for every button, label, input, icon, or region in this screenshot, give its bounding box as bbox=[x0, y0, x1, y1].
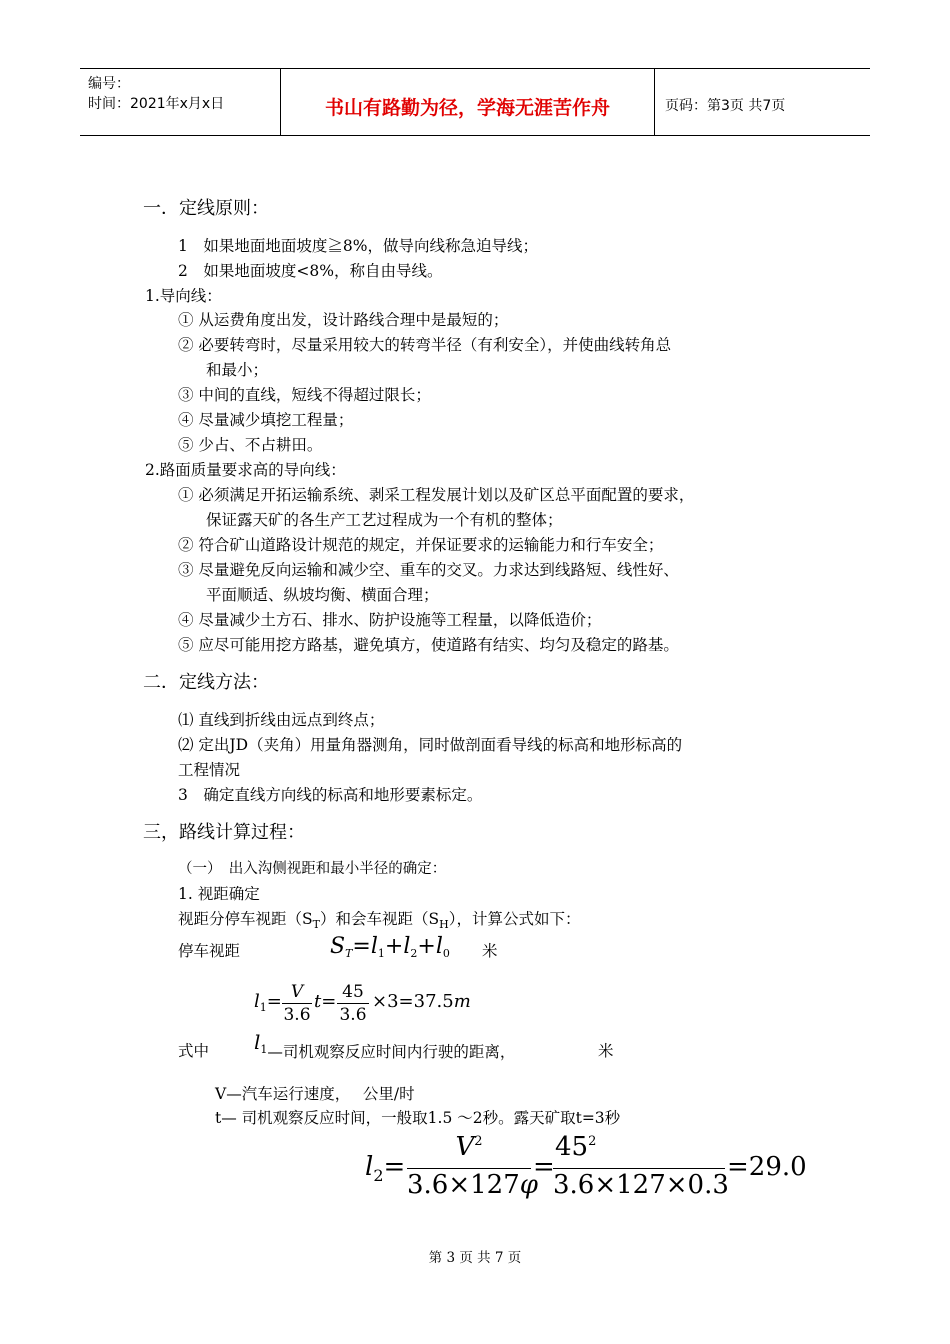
where-definition bbox=[254, 1030, 516, 1061]
formula-part: +l bbox=[417, 934, 443, 959]
section3-title: 三，路线计算过程： bbox=[143, 822, 305, 843]
fraction-denominator: 3.6 bbox=[339, 1005, 367, 1025]
section2-line: 工程情况 bbox=[178, 761, 241, 779]
fraction-denominator: 3.6×127×0.3 bbox=[553, 1170, 729, 1200]
section2-line: 3 确定直线方向线的标高和地形要素标定。 bbox=[178, 786, 483, 804]
item-title: 1. 视距确定 bbox=[178, 885, 260, 903]
guide-title: 1.导向线： bbox=[145, 287, 222, 305]
page-footer: 第 3 页 共 7 页 bbox=[428, 1250, 522, 1266]
stop-distance-label: 停车视距 bbox=[178, 942, 241, 960]
formula-subscript: 2 bbox=[373, 1166, 384, 1185]
formula-l2-result: =29.0 bbox=[727, 1152, 807, 1182]
quality-item: ③ 尽量避免反向运输和减少空、重车的交叉。力求达到线路短、线性好、 bbox=[178, 561, 679, 579]
intro-text: 视距分停车视距（S bbox=[178, 910, 313, 928]
quality-item: 平面顺适、纵坡均衡、横面合理； bbox=[206, 586, 439, 604]
guide-item: ⑤ 少占、不占耕田。 bbox=[178, 436, 323, 454]
formula-subscript: 2 bbox=[410, 947, 418, 960]
formula-symbol: V bbox=[455, 1132, 475, 1162]
header-meta-cell bbox=[80, 69, 281, 135]
formula-part: ×3=37.5 bbox=[372, 991, 454, 1012]
formula-symbol: l bbox=[365, 1152, 374, 1182]
fraction-numerator: V bbox=[290, 982, 304, 1002]
where-text: —司机观察反应时间内行驶的距离， bbox=[267, 1043, 516, 1061]
fraction-denominator: 3.6 bbox=[283, 1005, 311, 1025]
quality-item: ⑤ 应尽可能用挖方路基，避免填方，使道路有结实、均匀及稳定的路基。 bbox=[178, 636, 679, 654]
quality-item: ④ 尽量减少土方石、排水、防护设施等工程量，以降低造价； bbox=[178, 611, 602, 629]
unit-meter: 米 bbox=[482, 942, 498, 960]
formula-symbol: S bbox=[330, 934, 346, 959]
intro-subscript: H bbox=[439, 918, 449, 931]
header-motto-cell bbox=[281, 69, 655, 135]
formula-part: = bbox=[321, 991, 337, 1012]
formula-symbol: l bbox=[254, 991, 260, 1012]
fraction-denominator bbox=[407, 1170, 538, 1200]
unit-meter: 米 bbox=[598, 1042, 614, 1060]
intro-text: ）和会车视距（S bbox=[319, 910, 440, 928]
section2-title: 二．定线方法： bbox=[143, 672, 269, 693]
formula-part: = bbox=[383, 1152, 406, 1182]
formula-subscript: 1 bbox=[377, 947, 385, 960]
formula-stop-distance bbox=[330, 934, 450, 963]
formula-superscript: 2 bbox=[588, 1134, 597, 1149]
denominator-text: 3.6×127 bbox=[407, 1170, 520, 1200]
formula-l1-result bbox=[372, 992, 471, 1012]
formula-l2-fraction-value bbox=[553, 1132, 729, 1200]
formula-l1-mid bbox=[314, 992, 336, 1012]
intro-text: ），计算公式如下： bbox=[448, 910, 581, 928]
formula-part: =l bbox=[352, 934, 378, 959]
formula-l1-lhs bbox=[254, 992, 282, 1014]
page-header bbox=[80, 68, 870, 136]
fraction-bar bbox=[553, 1168, 725, 1169]
formula-subscript: 1 bbox=[259, 1001, 267, 1014]
guide-item: 和最小； bbox=[206, 361, 269, 379]
section1-line: 2 如果地面坡度<8%，称自由导线。 bbox=[178, 262, 443, 280]
section1-title: 一．定线原则： bbox=[143, 198, 269, 219]
fraction-numerator: 45 bbox=[342, 982, 364, 1002]
quality-item: ② 符合矿山道路设计规范的规定，并保证要求的运输能力和行车安全； bbox=[178, 536, 664, 554]
v-definition: V—汽车运行速度， 公里/时 bbox=[215, 1085, 415, 1103]
fraction-bar bbox=[337, 1003, 369, 1004]
header-page-cell bbox=[655, 69, 870, 135]
formula-l2-eq: = bbox=[533, 1152, 555, 1182]
formula-part: = bbox=[266, 991, 282, 1012]
formula-symbol: l bbox=[254, 1030, 261, 1054]
section2-line: ⑵ 定出JD（夹角）用量角器测角，同时做剖面看导线的标高和地形标高的 bbox=[178, 736, 683, 754]
quality-item: ① 必须满足开拓运输系统、剥采工程发展计划以及矿区总平面配置的要求， bbox=[178, 486, 695, 504]
header-page-number: 页码：第3页 共7页 bbox=[665, 98, 786, 114]
fraction-numerator bbox=[407, 1132, 531, 1167]
guide-item: ② 必要转弯时，尽量采用较大的转弯半径（有利安全），并使曲线转角总 bbox=[178, 336, 672, 354]
header-number: 编号： bbox=[88, 76, 130, 92]
formula-subscript: 0 bbox=[442, 947, 450, 960]
subsection-title: （一） 出入沟侧视距和最小半径的确定： bbox=[178, 861, 447, 877]
quality-item: 保证露天矿的各生产工艺过程成为一个有机的整体； bbox=[206, 511, 563, 529]
quality-title: 2.路面质量要求高的导向线： bbox=[145, 461, 346, 479]
formula-symbol: t bbox=[314, 991, 322, 1012]
section2-line: ⑴ 直线到折线由远点到终点； bbox=[178, 711, 385, 729]
formula-subscript: T bbox=[345, 947, 353, 960]
header-motto: 书山有路勤为径，学海无涯苦作舟 bbox=[324, 97, 610, 119]
formula-l1-fraction-value bbox=[337, 982, 369, 1025]
guide-item: ① 从运费角度出发，设计路线合理中是最短的； bbox=[178, 311, 509, 329]
fraction-numerator bbox=[553, 1132, 725, 1167]
intro-subscript: T bbox=[312, 918, 320, 931]
numerator-text: 45 bbox=[555, 1132, 589, 1162]
formula-subscript: 1 bbox=[260, 1043, 268, 1056]
formula-superscript: 2 bbox=[474, 1134, 483, 1149]
fraction-bar bbox=[407, 1168, 531, 1169]
formula-l2-lhs bbox=[365, 1152, 405, 1185]
formula-symbol: φ bbox=[519, 1170, 538, 1200]
section1-line: 1 如果地面地面坡度≧8%，做导向线称急迫导线； bbox=[178, 237, 538, 255]
t-definition: t— 司机观察反应时间，一般取1.5 ～2秒。露天矿取t=3秒 bbox=[215, 1109, 621, 1127]
fraction-bar bbox=[282, 1003, 312, 1004]
header-date: 时间：2021年x月x日 bbox=[88, 96, 225, 112]
guide-item: ④ 尽量减少填挖工程量； bbox=[178, 411, 354, 429]
formula-l1-fraction bbox=[282, 982, 312, 1025]
formula-unit: m bbox=[453, 991, 471, 1012]
formula-l2-fraction bbox=[407, 1132, 538, 1200]
where-label: 式中 bbox=[178, 1042, 210, 1060]
guide-item: ③ 中间的直线，短线不得超过限长； bbox=[178, 386, 431, 404]
sight-distance-intro bbox=[178, 909, 580, 931]
formula-part: +l bbox=[384, 934, 411, 959]
